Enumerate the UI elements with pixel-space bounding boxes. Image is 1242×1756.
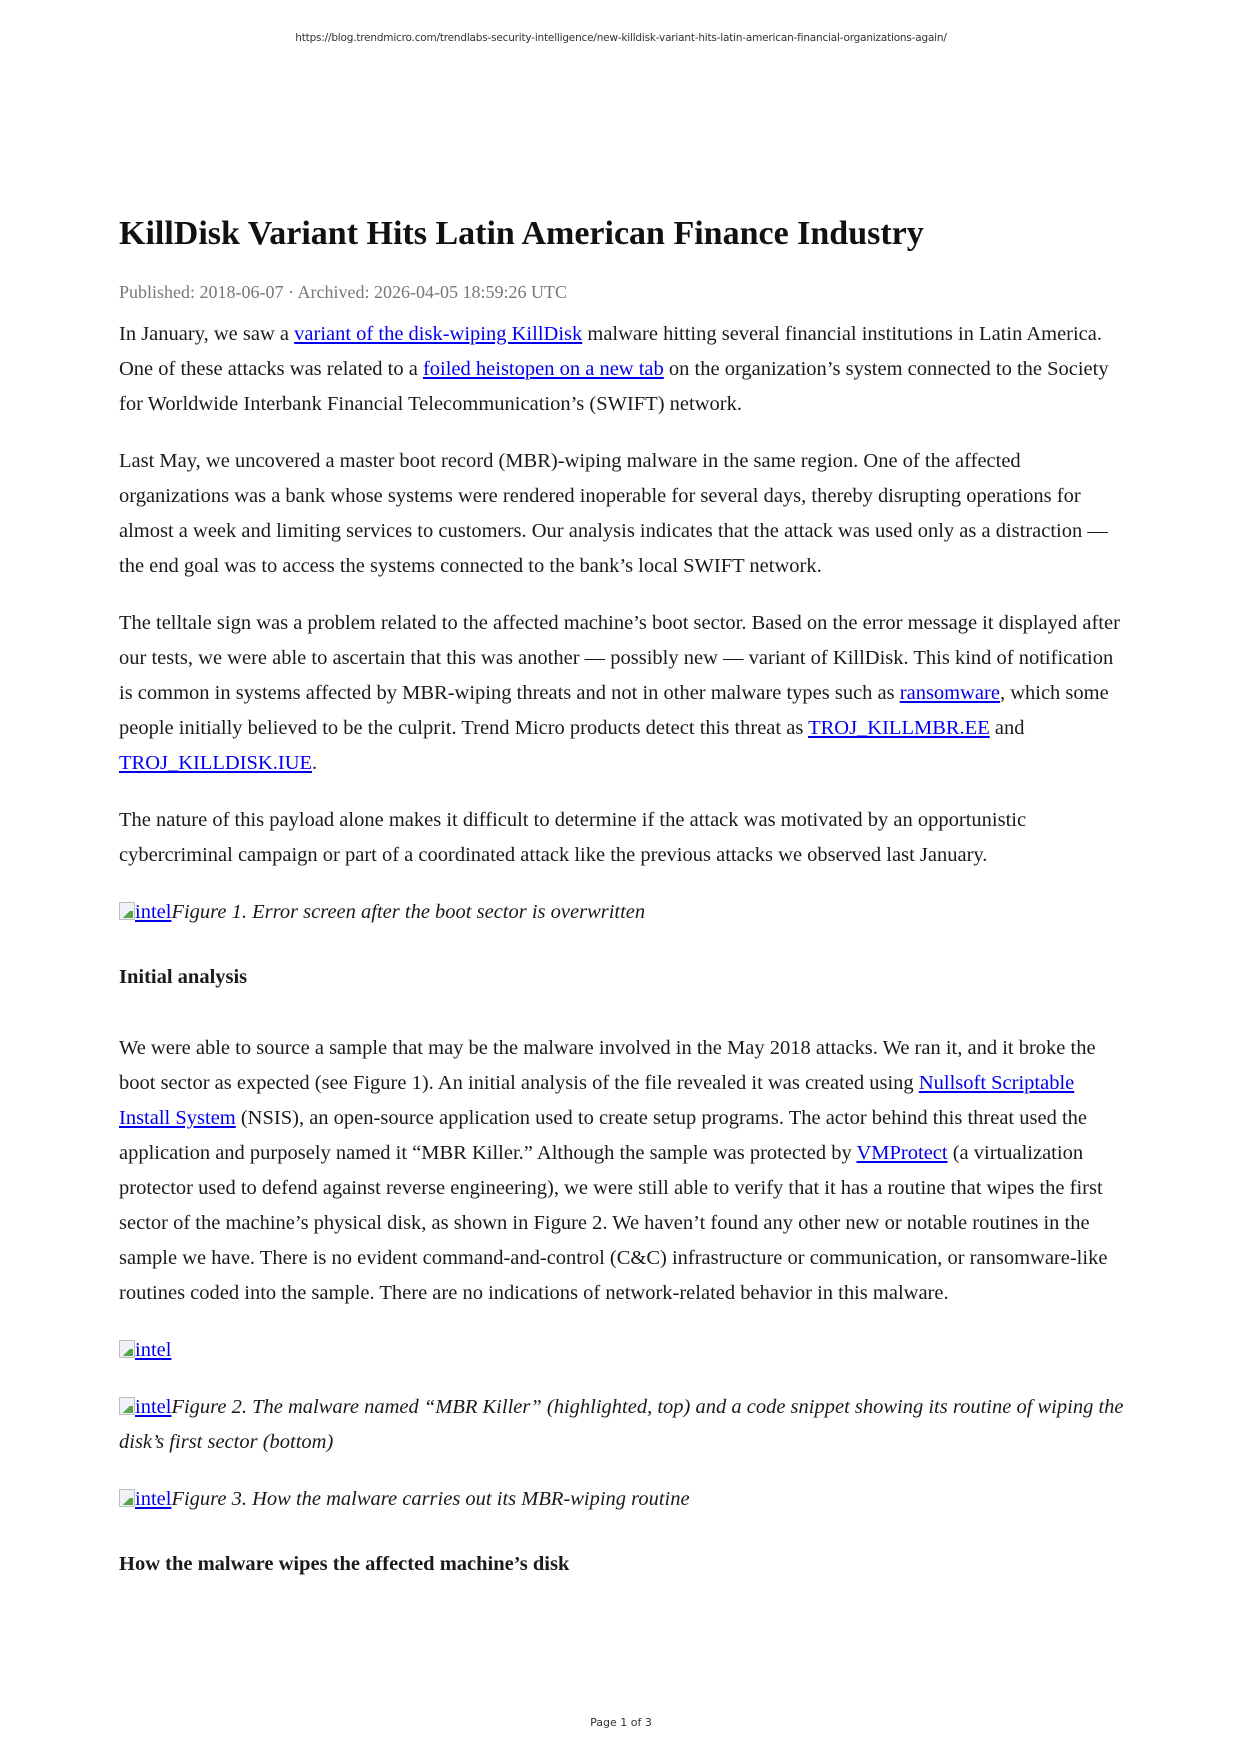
broken-image-icon (119, 902, 135, 920)
text: We were able to source a sample that may be the malware involved in the May 2018 attacks. We ran it, and it broke the boot sector as expected (see Figure 1). An initial analysis of the file revealed it was created using (119, 1037, 1096, 1094)
figure-3 (119, 1482, 1129, 1517)
image-link[interactable]: intel (135, 1339, 172, 1361)
text: on the organization’s system connected to the Society for Worldwide Interbank Financial Telecommunication’s (SWIFT) network. (119, 358, 1109, 415)
text: . (312, 752, 318, 774)
figure-2-image-link[interactable]: intel (135, 1396, 172, 1418)
text: (NSIS), an open-source application used to create setup programs. The actor behind this threat used the application and purposely named it “MBR Killer.” Although the sample was protected by (119, 1107, 1087, 1164)
text: malware hitting several financial institutions in Latin America. One of these attacks was related to a (119, 323, 1103, 380)
figure-1-caption: Figure 1. Error screen after the boot sector is overwritten (171, 901, 646, 923)
figure-2-caption: Figure 2. The malware named “MBR Killer” (highlighted, top) and a code snippet showing its routine of wiping the disk’s first sector (bottom) (119, 1396, 1124, 1453)
paragraph-4: The nature of this payload alone makes it difficult to determine if the attack was motivated by an opportunistic cybercriminal campaign or part of a coordinated attack like the previous attacks we observed last January. (119, 809, 1027, 866)
text: The telltale sign was a problem related to the affected machine’s boot sector. Based on the error message it displayed after our tests, we were able to ascertain that this was another — possibly new — variant of KillDisk. This kind of notification is common in systems affected by MBR-wiping threats and not in other malware types such as (119, 612, 1120, 704)
text: In January, we saw a (119, 323, 295, 345)
page-number: Page 1 of 3 (590, 1716, 652, 1729)
vmprotect-link[interactable]: VMProtect (856, 1142, 948, 1164)
article-meta: Published: 2018-06-07 · Archived: 2026-04-05 18:59:26 UTC (119, 282, 567, 302)
ransomware-link[interactable]: ransomware (899, 682, 1000, 704)
paragraph-3 (119, 606, 1129, 781)
paragraph-5 (119, 1031, 1129, 1311)
nsis-link[interactable]: Nullsoft Scriptable Install System (119, 1072, 1075, 1129)
broken-image-icon (119, 1489, 135, 1507)
text: and (989, 717, 1025, 739)
figure-3-image-link[interactable]: intel (135, 1488, 172, 1510)
figure-2 (119, 1390, 1129, 1460)
killdisk-variant-link[interactable]: variant of the disk-wiping KillDisk (294, 323, 583, 345)
heading-initial-analysis: Initial analysis (119, 966, 248, 988)
troj-killmbr-link[interactable]: TROJ_KILLMBR.EE (808, 717, 990, 739)
foiled-heist-link[interactable]: foiled heistopen on a new tab (422, 358, 664, 380)
troj-killdisk-link[interactable]: TROJ_KILLDISK.IUE (119, 752, 313, 774)
page-url: https://blog.trendmicro.com/trendlabs-security-intelligence/new-killdisk-variant-hits-latin-american-financial-organizations-again/ (295, 32, 947, 44)
broken-image-icon (119, 1340, 135, 1358)
broken-image-icon (119, 1397, 135, 1415)
figure-1-image-link[interactable]: intel (135, 901, 172, 923)
text: , which some people initially believed to be the culprit. Trend Micro products detect this threat as (119, 682, 1109, 739)
figure-image (119, 1333, 1129, 1368)
figure-1 (119, 895, 1129, 930)
article-title: KillDisk Variant Hits Latin American Finance Industry (119, 215, 924, 252)
heading-disk-wipe: How the malware wipes the affected machine’s disk (119, 1553, 570, 1575)
paragraph-2: Last May, we uncovered a master boot record (MBR)-wiping malware in the same region. One of the affected organizations was a bank whose systems were rendered inoperable for several days, thereby disrupting operations for almost a week and limiting services to customers. Our analysis indicates that the attack was used only as a distraction — the end goal was to access the systems connected to the bank’s local SWIFT network. (119, 450, 1108, 577)
paragraph-1 (119, 317, 1129, 422)
text: (a virtualization protector used to defend against reverse engineering), we were still able to verify that it has a routine that wipes the first sector of the machine’s physical disk, as shown in Figure 2. We haven’t found any other new or notable routines in the sample we have. There is no evident command-and-control (C&C) infrastructure or communication, or ransomware-like routines coded into the sample. There are no indications of network-related behavior in this malware. (119, 1142, 1108, 1304)
figure-3-caption: Figure 3. How the malware carries out its MBR-wiping routine (171, 1488, 690, 1510)
article (119, 212, 1129, 1618)
